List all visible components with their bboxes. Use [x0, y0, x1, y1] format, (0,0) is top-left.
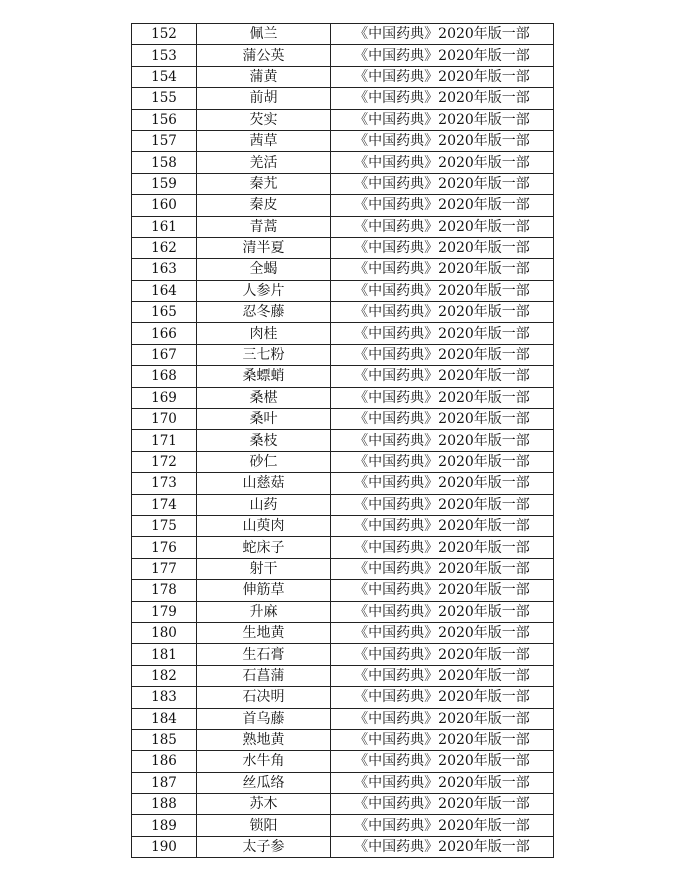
- medicine-name: 射干: [197, 558, 331, 579]
- table-row: [132, 836, 554, 857]
- row-number: 171: [132, 430, 197, 451]
- table-row: [132, 173, 554, 194]
- table-row: [132, 494, 554, 515]
- table-body: [132, 24, 554, 858]
- row-number: 183: [132, 687, 197, 708]
- table-row: [132, 24, 554, 45]
- table-row: [132, 794, 554, 815]
- medicine-name: 全蝎: [197, 259, 331, 280]
- standard-reference: 《中国药典》2020年版一部: [331, 366, 554, 387]
- standard-reference: 《中国药典》2020年版一部: [331, 473, 554, 494]
- row-number: 173: [132, 473, 197, 494]
- row-number: 159: [132, 173, 197, 194]
- medicine-name: 芡实: [197, 109, 331, 130]
- table-row: [132, 280, 554, 301]
- standard-reference: 《中国药典》2020年版一部: [331, 644, 554, 665]
- table-row: [132, 66, 554, 87]
- row-number: 153: [132, 45, 197, 66]
- row-number: 154: [132, 66, 197, 87]
- table-row: [132, 558, 554, 579]
- medicine-name: 伸筋草: [197, 580, 331, 601]
- standard-reference: 《中国药典》2020年版一部: [331, 708, 554, 729]
- standard-reference: 《中国药典》2020年版一部: [331, 216, 554, 237]
- standard-reference: 《中国药典》2020年版一部: [331, 323, 554, 344]
- standard-reference: 《中国药典》2020年版一部: [331, 45, 554, 66]
- medicine-name: 石菖蒲: [197, 665, 331, 686]
- table-row: [132, 687, 554, 708]
- standard-reference: 《中国药典》2020年版一部: [331, 88, 554, 109]
- row-number: 157: [132, 130, 197, 151]
- table-row: [132, 216, 554, 237]
- standard-reference: 《中国药典》2020年版一部: [331, 665, 554, 686]
- row-number: 175: [132, 515, 197, 536]
- row-number: 185: [132, 729, 197, 750]
- row-number: 167: [132, 344, 197, 365]
- row-number: 163: [132, 259, 197, 280]
- medicine-name: 肉桂: [197, 323, 331, 344]
- row-number: 152: [132, 24, 197, 45]
- medicine-name: 石决明: [197, 687, 331, 708]
- standard-reference: 《中国药典》2020年版一部: [331, 237, 554, 258]
- table-row: [132, 644, 554, 665]
- medicine-name: 蛇床子: [197, 537, 331, 558]
- standard-reference: 《中国药典》2020年版一部: [331, 66, 554, 87]
- medicine-name: 青蒿: [197, 216, 331, 237]
- row-number: 168: [132, 366, 197, 387]
- standard-reference: 《中国药典》2020年版一部: [331, 537, 554, 558]
- medicine-table: [131, 23, 554, 858]
- medicine-name: 桑螵蛸: [197, 366, 331, 387]
- medicine-name: 砂仁: [197, 451, 331, 472]
- standard-reference: 《中国药典》2020年版一部: [331, 494, 554, 515]
- medicine-name: 丝瓜络: [197, 772, 331, 793]
- table-row: [132, 515, 554, 536]
- table-row: [132, 302, 554, 323]
- standard-reference: 《中国药典》2020年版一部: [331, 836, 554, 857]
- medicine-name: 桑枝: [197, 430, 331, 451]
- row-number: 155: [132, 88, 197, 109]
- medicine-name: 锁阳: [197, 815, 331, 836]
- row-number: 164: [132, 280, 197, 301]
- standard-reference: 《中国药典》2020年版一部: [331, 622, 554, 643]
- medicine-name: 水牛角: [197, 751, 331, 772]
- table-row: [132, 344, 554, 365]
- standard-reference: 《中国药典》2020年版一部: [331, 794, 554, 815]
- standard-reference: 《中国药典》2020年版一部: [331, 601, 554, 622]
- standard-reference: 《中国药典》2020年版一部: [331, 387, 554, 408]
- row-number: 169: [132, 387, 197, 408]
- medicine-name: 人参片: [197, 280, 331, 301]
- table-row: [132, 88, 554, 109]
- medicine-name: 秦艽: [197, 173, 331, 194]
- row-number: 160: [132, 195, 197, 216]
- row-number: 189: [132, 815, 197, 836]
- medicine-name: 山萸肉: [197, 515, 331, 536]
- row-number: 170: [132, 409, 197, 430]
- standard-reference: 《中国药典》2020年版一部: [331, 409, 554, 430]
- row-number: 188: [132, 794, 197, 815]
- medicine-name: 前胡: [197, 88, 331, 109]
- row-number: 156: [132, 109, 197, 130]
- table-row: [132, 430, 554, 451]
- table-row: [132, 601, 554, 622]
- row-number: 166: [132, 323, 197, 344]
- medicine-name: 生石膏: [197, 644, 331, 665]
- row-number: 165: [132, 302, 197, 323]
- row-number: 172: [132, 451, 197, 472]
- medicine-name: 桑椹: [197, 387, 331, 408]
- table-row: [132, 451, 554, 472]
- table-row: [132, 409, 554, 430]
- row-number: 190: [132, 836, 197, 857]
- medicine-name: 忍冬藤: [197, 302, 331, 323]
- row-number: 180: [132, 622, 197, 643]
- standard-reference: 《中国药典》2020年版一部: [331, 24, 554, 45]
- medicine-name: 生地黄: [197, 622, 331, 643]
- standard-reference: 《中国药典》2020年版一部: [331, 195, 554, 216]
- standard-reference: 《中国药典》2020年版一部: [331, 173, 554, 194]
- medicine-name: 首乌藤: [197, 708, 331, 729]
- table-row: [132, 366, 554, 387]
- standard-reference: 《中国药典》2020年版一部: [331, 130, 554, 151]
- standard-reference: 《中国药典》2020年版一部: [331, 729, 554, 750]
- table-row: [132, 237, 554, 258]
- medicine-name: 茜草: [197, 130, 331, 151]
- standard-reference: 《中国药典》2020年版一部: [331, 302, 554, 323]
- row-number: 186: [132, 751, 197, 772]
- standard-reference: 《中国药典》2020年版一部: [331, 152, 554, 173]
- standard-reference: 《中国药典》2020年版一部: [331, 280, 554, 301]
- medicine-name: 升麻: [197, 601, 331, 622]
- row-number: 178: [132, 580, 197, 601]
- medicine-name: 清半夏: [197, 237, 331, 258]
- table-row: [132, 815, 554, 836]
- table-row: [132, 387, 554, 408]
- standard-reference: 《中国药典》2020年版一部: [331, 515, 554, 536]
- medicine-name: 山慈菇: [197, 473, 331, 494]
- medicine-name: 羌活: [197, 152, 331, 173]
- table-row: [132, 130, 554, 151]
- medicine-name: 佩兰: [197, 24, 331, 45]
- table-row: [132, 708, 554, 729]
- row-number: 176: [132, 537, 197, 558]
- table-row: [132, 622, 554, 643]
- medicine-name: 苏木: [197, 794, 331, 815]
- medicine-name: 三七粉: [197, 344, 331, 365]
- standard-reference: 《中国药典》2020年版一部: [331, 558, 554, 579]
- row-number: 162: [132, 237, 197, 258]
- standard-reference: 《中国药典》2020年版一部: [331, 109, 554, 130]
- medicine-name: 蒲黄: [197, 66, 331, 87]
- table-row: [132, 772, 554, 793]
- row-number: 187: [132, 772, 197, 793]
- row-number: 184: [132, 708, 197, 729]
- table-row: [132, 109, 554, 130]
- row-number: 179: [132, 601, 197, 622]
- medicine-name: 秦皮: [197, 195, 331, 216]
- table-row: [132, 665, 554, 686]
- standard-reference: 《中国药典》2020年版一部: [331, 580, 554, 601]
- standard-reference: 《中国药典》2020年版一部: [331, 344, 554, 365]
- medicine-name: 熟地黄: [197, 729, 331, 750]
- standard-reference: 《中国药典》2020年版一部: [331, 451, 554, 472]
- table-row: [132, 751, 554, 772]
- standard-reference: 《中国药典》2020年版一部: [331, 772, 554, 793]
- table-row: [132, 152, 554, 173]
- standard-reference: 《中国药典》2020年版一部: [331, 687, 554, 708]
- row-number: 181: [132, 644, 197, 665]
- table-row: [132, 729, 554, 750]
- table-row: [132, 473, 554, 494]
- row-number: 174: [132, 494, 197, 515]
- medicine-name: 山药: [197, 494, 331, 515]
- standard-reference: 《中国药典》2020年版一部: [331, 430, 554, 451]
- table-row: [132, 580, 554, 601]
- table-row: [132, 259, 554, 280]
- table-row: [132, 537, 554, 558]
- table-row: [132, 195, 554, 216]
- table-row: [132, 323, 554, 344]
- medicine-name: 太子参: [197, 836, 331, 857]
- row-number: 158: [132, 152, 197, 173]
- medicine-name: 蒲公英: [197, 45, 331, 66]
- row-number: 161: [132, 216, 197, 237]
- standard-reference: 《中国药典》2020年版一部: [331, 815, 554, 836]
- row-number: 177: [132, 558, 197, 579]
- standard-reference: 《中国药典》2020年版一部: [331, 259, 554, 280]
- table-row: [132, 45, 554, 66]
- medicine-name: 桑叶: [197, 409, 331, 430]
- row-number: 182: [132, 665, 197, 686]
- standard-reference: 《中国药典》2020年版一部: [331, 751, 554, 772]
